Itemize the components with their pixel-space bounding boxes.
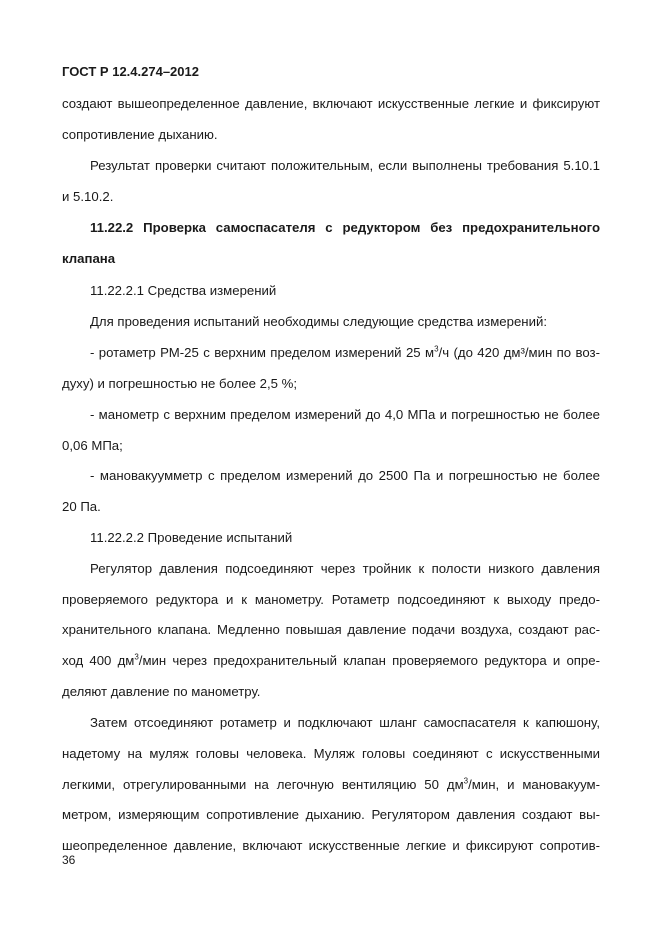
text-line-14: 20 Па. [62, 499, 101, 514]
text-line-8: Для проведения испытаний необходимы следующие средства измерений: [90, 314, 547, 329]
text-line-18: хранительного клапана. Медленно повышая давление подачи воздуха, создают рас- [62, 622, 600, 637]
text-line-2: сопротивление дыханию. [62, 127, 218, 142]
text-line-3: Результат проверки считают положительным, если выполнены требования 5.10.1 [90, 158, 600, 173]
text-line-25: шеопределенное давление, включают искусственные легкие и фиксируют сопротив- [62, 838, 600, 853]
text-line-9: - ротаметр РМ-25 с верхним пределом измерений 25 $м^3/ч$ (до 420 дм³/мин по воз- [90, 344, 600, 360]
text-line-16: Регулятор давления подсоединяют через тройник к полости низкого давления [90, 561, 600, 576]
text-line-19: ход 400 $дм^3$/мин через предохранительный клапан проверяемого редуктора и опре- [62, 652, 600, 668]
text-line-1: создают вышеопределенное давление, включают искусственные легкие и фиксируют [62, 96, 600, 111]
text-line-13: - мановакуумметр с пределом измерений до 2500 Па и погрешностью не более [90, 468, 600, 483]
text-line-20: деляют давление по манометру. [62, 684, 261, 699]
section-heading-cont: клапана [62, 251, 116, 266]
section-heading: 11.22.2 Проверка самоспасателя с редуктором без предохранительного [90, 220, 600, 235]
text-line-11: - манометр с верхним пределом измерений до 4,0 МПа и погрешностью не более [90, 407, 600, 422]
text-line-21: Затем отсоединяют ротаметр и подключают шланг самоспасателя к капюшону, [90, 715, 600, 730]
text-line-23: легкими, отрегулированными на легочную вентиляцию 50 $дм^3$/мин, и мановакуум- [62, 776, 600, 792]
subsection-title: 11.22.2.1 Средства измерений [90, 283, 277, 298]
page-number: 36 [62, 853, 76, 867]
subsection-title-2: 11.22.2.2 Проведение испытаний [90, 530, 293, 545]
document-header: ГОСТ Р 12.4.274–2012 [62, 64, 199, 79]
text-line-12: 0,06 МПа; [62, 438, 123, 453]
text-line-4: и 5.10.2. [62, 189, 114, 204]
text-line-24: метром, измеряющим сопротивление дыханию. Регулятором давления создают вы- [62, 807, 600, 822]
text-line-17: проверяемого редуктора и к манометру. Ротаметр подсоединяют к выходу предо- [62, 592, 600, 607]
text-line-22: надетому на муляж головы человека. Муляж головы соединяют с искусственными [62, 746, 600, 761]
text-line-10: духу) и погрешностью не более 2,5 %; [62, 376, 298, 391]
